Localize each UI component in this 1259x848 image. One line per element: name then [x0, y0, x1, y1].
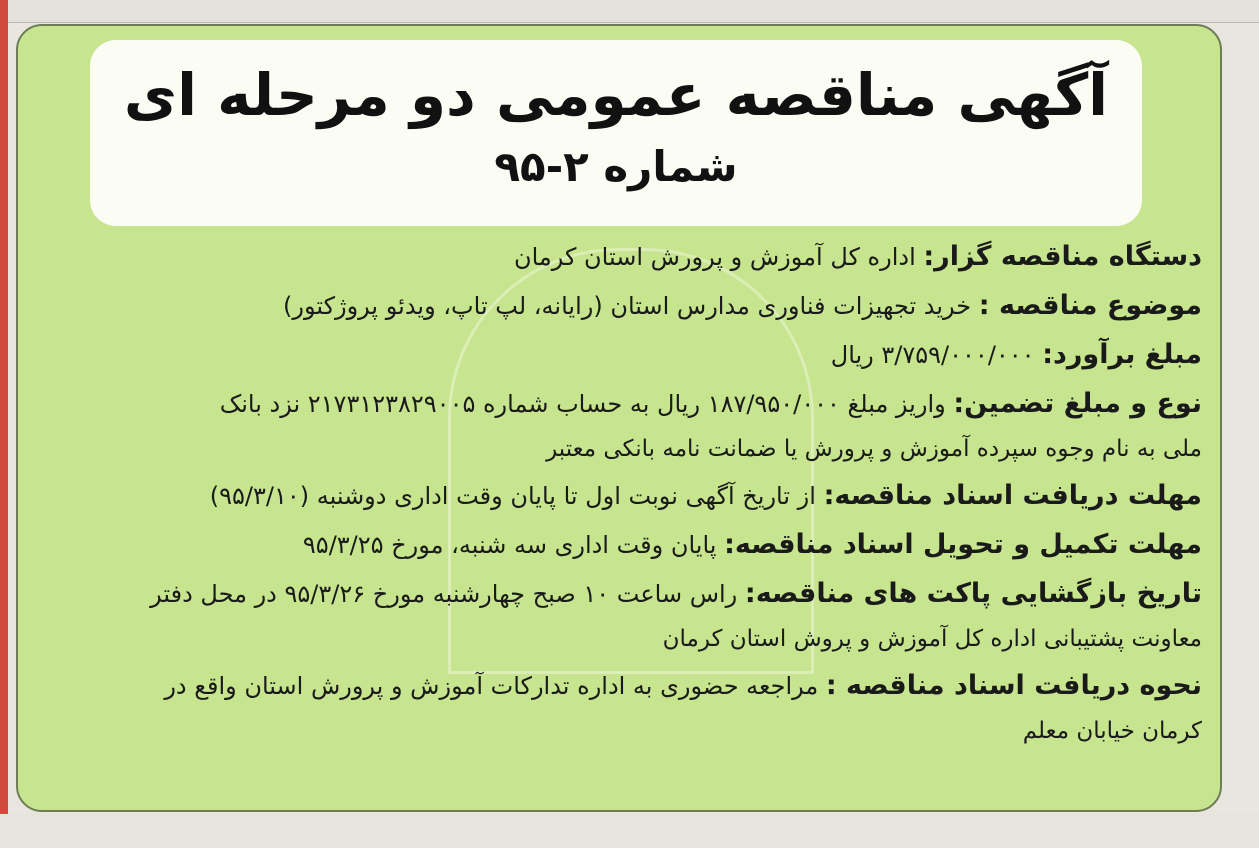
- title-box: [90, 40, 1142, 226]
- field-label: نوع و مبلغ تضمین:: [953, 388, 1202, 419]
- guarantee-line: [64, 379, 1202, 428]
- field-value: از تاریخ آگهی نوبت اول تا پایان وقت اداری دوشنبه (۹۵/۳/۱۰): [209, 482, 824, 510]
- tender-organizer-line: [64, 232, 1202, 281]
- field-value: خرید تجهیزات فناوری مدارس استان (رایانه، لپ تاپ، ویدئو پروژکتور): [282, 292, 979, 320]
- document-receipt-line: [64, 661, 1202, 710]
- estimate-amount-line: [64, 330, 1202, 379]
- field-value: اداره کل آموزش و پرورش استان کرمان: [513, 243, 924, 271]
- field-label: تاریخ بازگشایی پاکت های مناقصه:: [744, 578, 1202, 609]
- field-value: راس ساعت ۱۰ صبح چهارشنبه مورخ ۹۵/۳/۲۶ در محل دفتر: [150, 580, 745, 608]
- opening-date-line: [64, 569, 1202, 618]
- field-value: پایان وقت اداری سه شنبه، مورخ ۹۵/۳/۲۵: [302, 531, 725, 559]
- document-receipt-continuation: کرمان خیابان معلم: [1022, 718, 1202, 744]
- field-label: دستگاه مناقصه گزار:: [923, 241, 1202, 272]
- tender-subject-line: [64, 281, 1202, 330]
- field-label: موضوع مناقصه :: [978, 290, 1202, 321]
- tender-notice-panel: [16, 24, 1222, 812]
- field-label: نحوه دریافت اسناد مناقصه :: [825, 670, 1202, 701]
- previous-ad-edge: [0, 0, 1259, 23]
- field-value: ۳/۷۵۹/۰۰۰/۰۰۰ ریال: [830, 341, 1043, 369]
- field-label: مهلت دریافت اسناد مناقصه:: [823, 480, 1202, 511]
- notice-body: [64, 232, 1202, 753]
- field-label: مهلت تکمیل و تحویل اسناد مناقصه:: [724, 529, 1202, 560]
- page-edge-stripe: [0, 0, 8, 848]
- field-value: مراجعه حضوری به اداره تدارکات آموزش و پرورش استان واقع در: [164, 672, 826, 700]
- notice-title: آگهی مناقصه عمومی دو مرحله ای: [123, 61, 1109, 129]
- field-label: مبلغ برآورد:: [1042, 339, 1202, 370]
- field-value: واریز مبلغ ۱۸۷/۹۵۰/۰۰۰ ریال به حساب شماره ۲۱۷۳۱۲۳۸۲۹۰۰۵ نزد بانک: [219, 390, 954, 418]
- document-deadline-line: [64, 471, 1202, 520]
- submission-deadline-line: [64, 520, 1202, 569]
- page-bottom-margin: [0, 814, 1259, 848]
- opening-date-continuation: معاونت پشتیبانی اداره کل آموزش و پروش استان کرمان: [662, 626, 1202, 652]
- guarantee-continuation: ملی به نام وجوه سپرده آموزش و پرورش یا ضمانت نامه بانکی معتبر: [546, 436, 1202, 462]
- notice-number: شماره ۲-۹۵: [494, 142, 738, 191]
